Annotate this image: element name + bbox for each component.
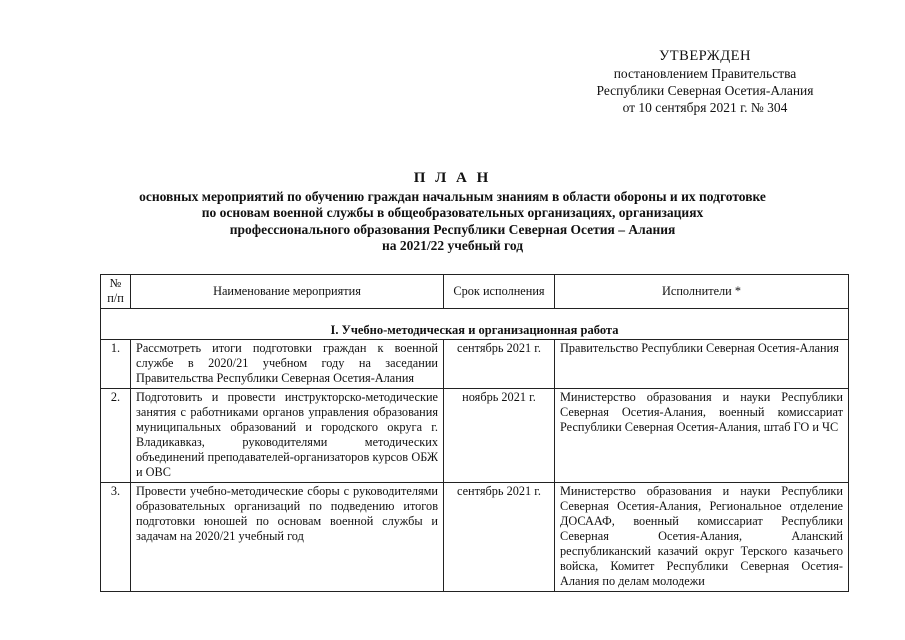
title-year: на 2021/22 учебный год bbox=[381, 238, 524, 253]
row-num: 1. bbox=[101, 340, 131, 389]
section-title: I. Учебно-методическая и организационная работа bbox=[101, 309, 849, 340]
title-plan: П Л А Н bbox=[413, 170, 492, 186]
row-name: Провести учебно-методические сборы с руководителями образовательных организаций по подведению итогов подготовки юношей по основам военной службы и задачам на 2020/21 учебный год bbox=[131, 483, 444, 592]
row-executors: Правительство Республики Северная Осетия-Алания bbox=[555, 340, 849, 389]
plan-table bbox=[100, 274, 849, 592]
title-line-3: профессионального образования Республики Северная Осетия – Алания bbox=[229, 221, 676, 237]
table-header-row bbox=[101, 275, 849, 309]
document-title bbox=[70, 170, 835, 255]
row-term: сентябрь 2021 г. bbox=[444, 483, 555, 592]
header-term: Срок исполнения bbox=[444, 275, 555, 309]
header-num: № п/п bbox=[101, 275, 131, 309]
row-num: 3. bbox=[101, 483, 131, 592]
approval-decree: постановлением Правительства bbox=[613, 66, 797, 81]
title-line-1: основных мероприятий по обучению граждан начальным знаниям в области обороны и их подготовке bbox=[139, 188, 766, 204]
row-num: 2. bbox=[101, 389, 131, 483]
table-row bbox=[101, 389, 849, 483]
header-name: Наименование мероприятия bbox=[131, 275, 444, 309]
title-line-2: по основам военной службы в общеобразовательных организациях, организациях bbox=[201, 205, 704, 220]
approval-date: от 10 сентября 2021 г. № 304 bbox=[622, 100, 788, 115]
row-executors: Министерство образования и науки Республики Северная Осетия-Алания, военный комиссариат Республики Северная Осетия-Алания, штаб ГО и ЧС bbox=[555, 389, 849, 483]
table-row bbox=[101, 483, 849, 592]
row-executors: Министерство образования и науки Республики Северная Осетия-Алания, Региональное отделение ДОСААФ, военный комиссариат Республики Северная Осетия-Алания, Аланский республиканский казачий округ Терского казачьего войска, Комитет Республики Северная Осетия-Алания по делам молодежи bbox=[555, 483, 849, 592]
approval-block bbox=[560, 48, 850, 116]
header-executors: Исполнители * bbox=[555, 275, 849, 309]
row-term: ноябрь 2021 г. bbox=[444, 389, 555, 483]
section-row bbox=[101, 309, 849, 340]
table-row bbox=[101, 340, 849, 389]
row-term: сентябрь 2021 г. bbox=[444, 340, 555, 389]
approval-heading: УТВЕРЖДЕН bbox=[659, 48, 751, 64]
row-name: Рассмотреть итоги подготовки граждан к военной службе в 2020/21 учебном году на заседании Правительства Республики Северная Осетия-Алания bbox=[131, 340, 444, 389]
approval-republic: Республики Северная Осетия-Алания bbox=[596, 83, 814, 98]
row-name: Подготовить и провести инструкторско-методические занятия с работниками органов управления образования муниципальных образований и городского округа г. Владикавказ, руководителями методических объединений преподавателей-организаторов курсов ОБЖ и ОВС bbox=[131, 389, 444, 483]
